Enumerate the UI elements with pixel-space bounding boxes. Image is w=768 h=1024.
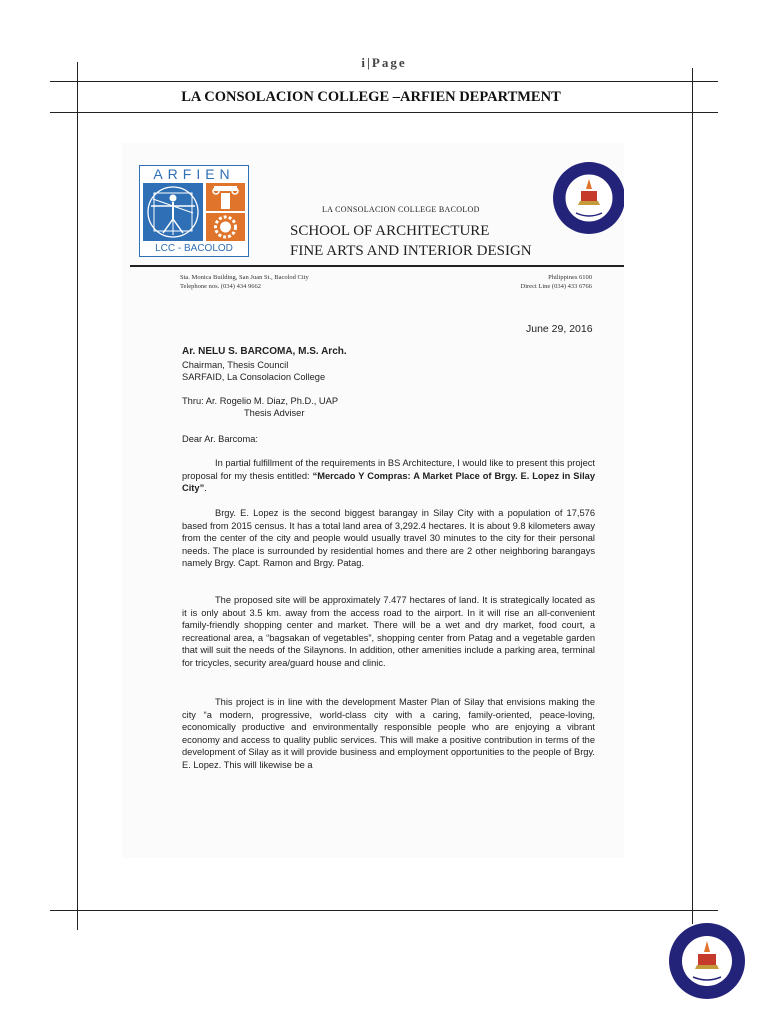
letter-scan: [122, 143, 624, 858]
paragraph-1: [182, 457, 595, 495]
paragraph-4: This project is in line with the development Master Plan of Silay that envisions making the city “a modern, progressive, world-class city with a caring, family-oriented, peace-loving, economically productive and environmentally responsible people who are enjoying a vibrant economy and access to quality public services. This will make a positive contribution in terms of the development of Silay as it will provide business and employment opportunities to the people of Brgy. E. Lopez. This will likewise be a: [182, 697, 595, 770]
salutation: Dear Ar. Barcoma:: [182, 434, 258, 444]
letter-date: June 29, 2016: [526, 323, 593, 335]
address-left-1: Sta. Monica Building, San Juan St., Bacolod City: [180, 274, 309, 281]
gear-icon: [206, 213, 245, 241]
paragraph-1-text: In partial fulfillment of the requirements in BS Architecture, I would like to present this project proposal for my thesis entitled:: [182, 458, 595, 481]
footer-college-seal: [668, 922, 746, 1000]
school-name-line1: SCHOOL OF ARCHITECTURE: [290, 223, 490, 239]
footer-rule: [50, 910, 718, 911]
header-top-rule: [50, 81, 718, 82]
paragraph-3: The proposed site will be approximately 7.477 hectares of land. It is strategically located as it is only about 3.5 km. away from the access road to the airport. In it will rise an all-convenient family-friendly shopping center and market. There will be a wet and dry market, food court, a recreational area, a “bagsakan of vegetables”, shopping center from Patag and a vegetable garden that will suit the needs of the Silaynons. In addition, other amenities include a parking area, terminal for tricycles, security area/guard house and clinic.: [182, 595, 595, 668]
address-right-1: Philippines 6100: [548, 274, 592, 281]
paragraph-1-end: .: [204, 483, 207, 493]
page-number: i|Page: [361, 55, 407, 70]
vitruvian-man-icon: [143, 183, 203, 241]
arfien-logo: [139, 165, 249, 257]
school-name-line2: FINE ARTS AND INTERIOR DESIGN: [290, 243, 532, 259]
thru-line: Thru: Ar. Rogelio M. Diaz, Ph.D., UAP: [182, 396, 339, 406]
recipient-org: SARFAID, La Consolacion College: [182, 372, 326, 382]
page-header-title: LA CONSOLACION COLLEGE –ARFIEN DEPARTMENT: [181, 89, 561, 105]
header-bottom-rule: [50, 112, 718, 113]
address-right-2: Direct Line (034) 433 6766: [520, 283, 592, 290]
thesis-title: “Mercado Y Compras: A Market Place of Brgy. E. Lopez in Silay City”: [182, 470, 595, 493]
recipient-title: Chairman, Thesis Council: [182, 360, 289, 370]
frame-right-line: [692, 68, 693, 924]
arfien-logo-subtitle: LCC - BACOLOD: [155, 243, 233, 254]
column-icon: [206, 183, 245, 211]
arfien-logo-title: ARFIEN: [153, 166, 235, 182]
address-left-2: Telephone nos. (034) 434 9662: [180, 283, 261, 290]
college-name: LA CONSOLACION COLLEGE BACOLOD: [322, 205, 480, 214]
thru-role: Thesis Adviser: [244, 408, 305, 418]
paragraph-2: Brgy. E. Lopez is the second biggest barangay in Silay City with a population of 17,576 based from 2015 census. It has a total land area of 3,292.4 hectares. It is about 9.8 kilometers away from the center of the city and people would usually travel 30 minutes to the city for their personal needs. The place is surrounded by residential homes and there are 2 other neighboring barangays namely Brgy. Capt. Ramon and Brgy. Patag.: [182, 508, 595, 568]
letterhead-rule: [130, 265, 624, 267]
college-seal: [552, 161, 624, 235]
frame-left-line: [77, 62, 78, 930]
recipient-name: Ar. NELU S. BARCOMA, M.S. Arch.: [182, 346, 347, 357]
